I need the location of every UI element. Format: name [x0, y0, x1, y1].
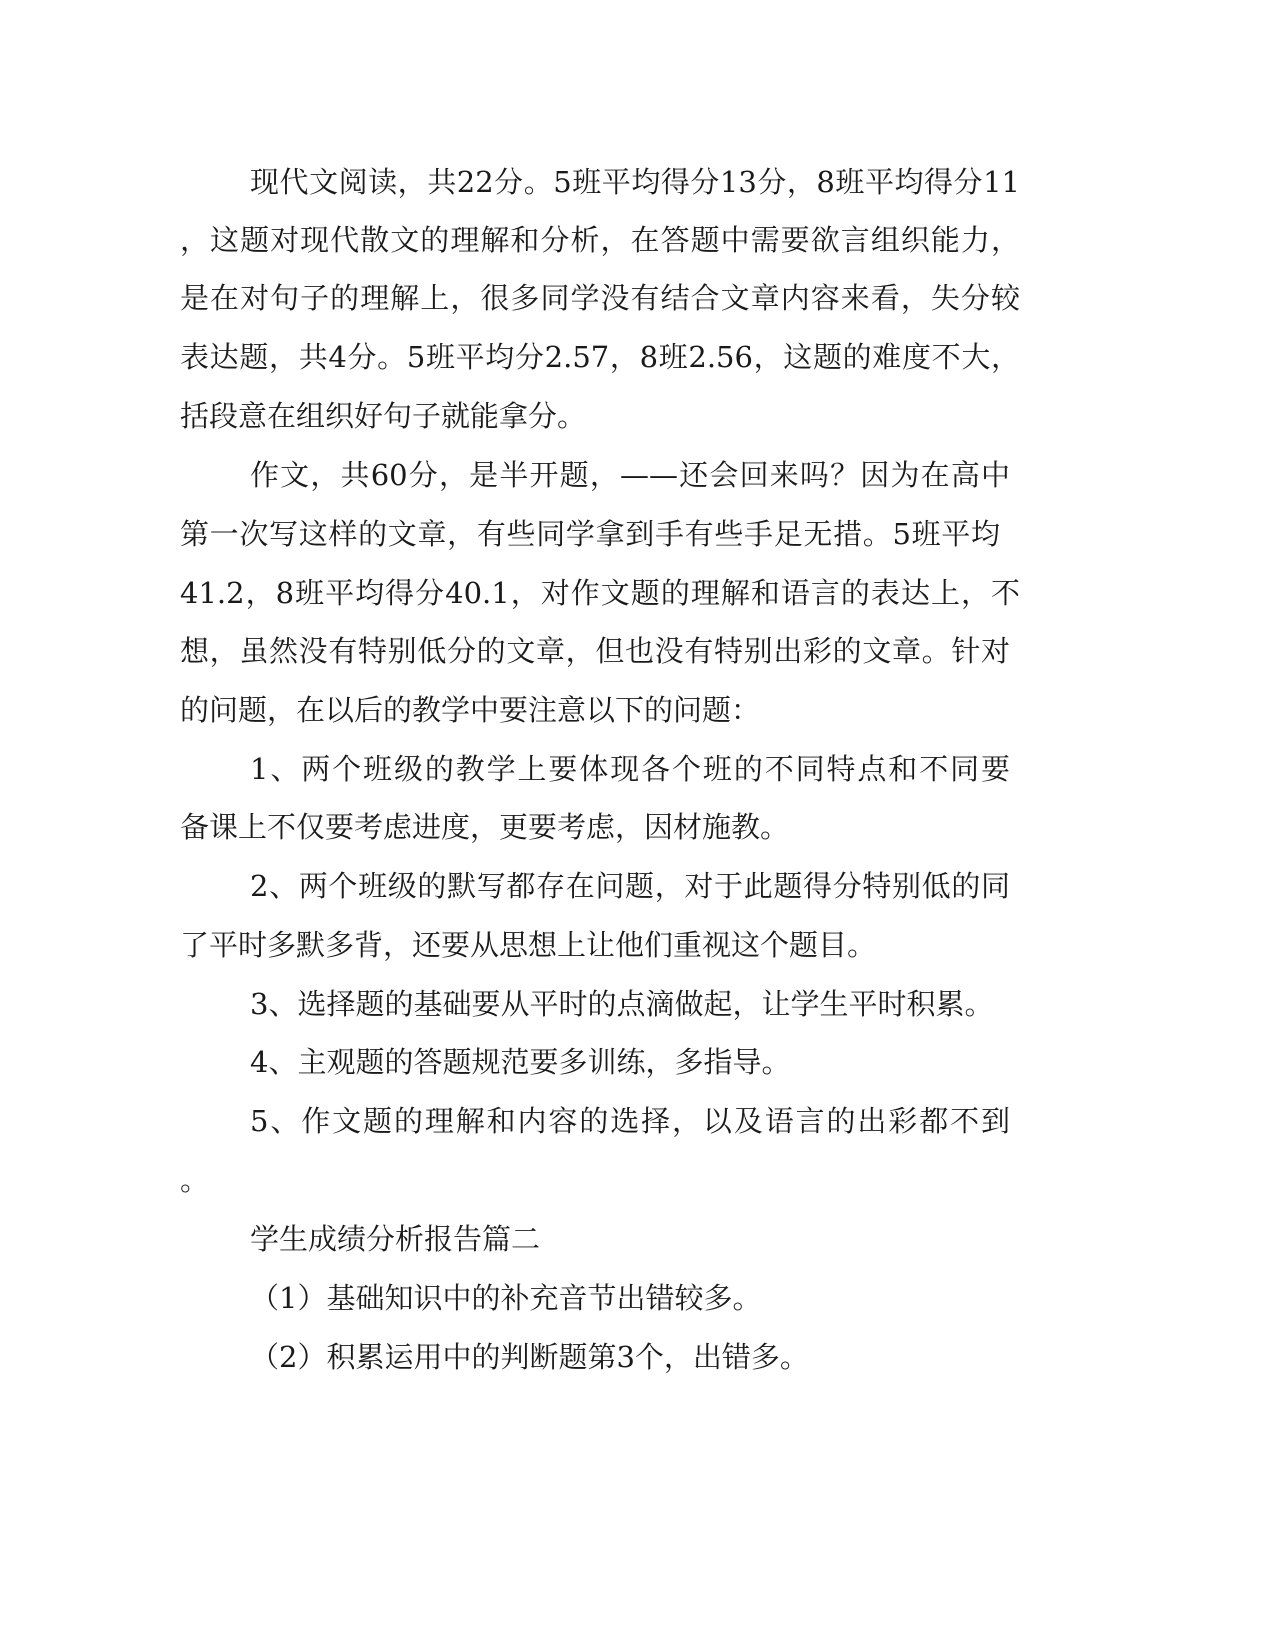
paragraph-line: 作文，共60分，是半开题，——还会回来吗？因为在高中: [250, 458, 1010, 492]
list-item: （1）基础知识中的补充音节出错较多。: [250, 1281, 762, 1315]
paragraph-line: 是在对句子的理解上，很多同学没有结合文章内容来看，失分较: [180, 281, 1020, 315]
paragraph-line: 的问题，在以后的教学中要注意以下的问题：: [180, 693, 761, 727]
paragraph-line: 表达题，共4分。5班平均分2.57，8班2.56，这题的难度不大，: [180, 340, 1020, 374]
list-item: 了平时多默多背，还要从思想上让他们重视这个题目。: [180, 928, 877, 962]
list-item: 备课上不仅要考虑进度，更要考虑，因材施教。: [180, 810, 790, 844]
list-item: 2、两个班级的默写都存在问题，对于此题得分特别低的同: [250, 869, 1010, 903]
section-heading: 学生成绩分析报告篇二: [250, 1222, 541, 1256]
paragraph-line: 括段意在组织好句子就能拿分。: [180, 399, 587, 433]
list-item: （2）积累运用中的判断题第3个，出错多。: [250, 1340, 809, 1374]
list-item: 5、作文题的理解和内容的选择，以及语言的出彩都不到: [250, 1104, 1010, 1138]
paragraph-line: 。: [180, 1163, 210, 1197]
list-item: 3、选择题的基础要从平时的点滴做起，让学生平时积累。: [250, 987, 994, 1021]
list-item: 1、两个班级的教学上要体现各个班的不同特点和不同要: [250, 752, 1010, 786]
paragraph-line: 想，虽然没有特别低分的文章，但也没有特别出彩的文章。针对: [180, 634, 1010, 668]
paragraph-line: 第一次写这样的文章，有些同学拿到手有些手足无措。5班平均: [180, 517, 1000, 551]
paragraph-line: ，这题对现代散文的理解和分析，在答题中需要欲言组织能力，: [180, 223, 1020, 257]
list-item: 4、主观题的答题规范要多训练，多指导。: [250, 1045, 791, 1079]
paragraph-line: 41.2，8班平均得分40.1，对作文题的理解和语言的表达上，不: [180, 576, 1020, 610]
paragraph-line: 现代文阅读，共22分。5班平均得分13分，8班平均得分11: [250, 165, 1020, 199]
